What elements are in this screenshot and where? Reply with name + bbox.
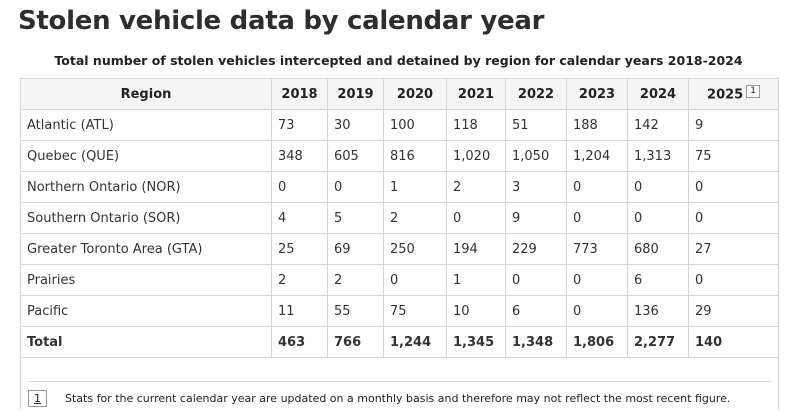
table-row (21, 110, 779, 141)
value-cell: 10 (447, 296, 506, 327)
region-cell: Greater Toronto Area (GTA) (21, 234, 272, 265)
table-row (21, 234, 779, 265)
value-cell: 194 (447, 234, 506, 265)
value-cell: 0 (567, 203, 628, 234)
region-cell: Quebec (QUE) (21, 141, 272, 172)
value-cell: 0 (447, 203, 506, 234)
value-cell: 2,277 (628, 327, 689, 358)
value-cell: 69 (328, 234, 384, 265)
value-cell: 1,244 (384, 327, 447, 358)
value-cell: 140 (689, 327, 779, 358)
region-cell: Southern Ontario (SOR) (21, 203, 272, 234)
value-cell: 27 (689, 234, 779, 265)
value-cell: 250 (384, 234, 447, 265)
value-cell: 51 (506, 110, 567, 141)
value-cell: 1,345 (447, 327, 506, 358)
footnote-number-link[interactable]: 1 (28, 390, 47, 407)
column-header-year: 2018 (272, 79, 328, 110)
value-cell: 0 (328, 172, 384, 203)
value-cell: 2 (272, 265, 328, 296)
table-row (21, 203, 779, 234)
value-cell: 1,313 (628, 141, 689, 172)
value-cell: 680 (628, 234, 689, 265)
value-cell: 5 (328, 203, 384, 234)
value-cell: 136 (628, 296, 689, 327)
column-header-year: 2024 (628, 79, 689, 110)
value-cell: 816 (384, 141, 447, 172)
value-cell: 0 (628, 172, 689, 203)
value-cell: 3 (506, 172, 567, 203)
value-cell: 100 (384, 110, 447, 141)
value-cell: 0 (567, 296, 628, 327)
footnote-reference-link[interactable]: 1 (746, 85, 760, 98)
value-cell: 0 (689, 203, 779, 234)
value-cell: 9 (506, 203, 567, 234)
region-cell: Prairies (21, 265, 272, 296)
value-cell: 463 (272, 327, 328, 358)
value-cell: 348 (272, 141, 328, 172)
value-cell: 1 (447, 265, 506, 296)
value-cell: 25 (272, 234, 328, 265)
footnote-text: Stats for the current calendar year are updated on a monthly basis and therefore may not reflect the most recent figure. (65, 392, 731, 405)
region-cell: Northern Ontario (NOR) (21, 172, 272, 203)
table-row (21, 172, 779, 203)
value-cell: 1,050 (506, 141, 567, 172)
value-cell: 1,204 (567, 141, 628, 172)
stolen-vehicle-table (20, 78, 779, 358)
value-cell: 29 (689, 296, 779, 327)
value-cell: 75 (384, 296, 447, 327)
value-cell: 6 (506, 296, 567, 327)
table-row (21, 265, 779, 296)
value-cell: 0 (628, 203, 689, 234)
value-cell: 2 (328, 265, 384, 296)
value-cell: 1,020 (447, 141, 506, 172)
column-header-year: 2021 (447, 79, 506, 110)
value-cell: 73 (272, 110, 328, 141)
value-cell: 11 (272, 296, 328, 327)
value-cell: 6 (628, 265, 689, 296)
value-cell: 0 (567, 265, 628, 296)
value-cell: 142 (628, 110, 689, 141)
column-header-year: 2023 (567, 79, 628, 110)
value-cell: 605 (328, 141, 384, 172)
column-header-year-2025 (689, 79, 779, 110)
value-cell: 229 (506, 234, 567, 265)
value-cell: 0 (384, 265, 447, 296)
table-header-row (21, 79, 779, 110)
column-header-region: Region (21, 79, 272, 110)
table-row (21, 296, 779, 327)
value-cell: 30 (328, 110, 384, 141)
table-body (21, 110, 779, 358)
value-cell: 0 (272, 172, 328, 203)
table-row (21, 141, 779, 172)
value-cell: 1,806 (567, 327, 628, 358)
value-cell: 773 (567, 234, 628, 265)
value-cell: 1,348 (506, 327, 567, 358)
value-cell: 188 (567, 110, 628, 141)
footnote-divider (28, 381, 771, 382)
region-cell: Total (21, 327, 272, 358)
value-cell: 75 (689, 141, 779, 172)
value-cell: 118 (447, 110, 506, 141)
footnote (28, 390, 730, 407)
column-header-year: 2022 (506, 79, 567, 110)
region-cell: Pacific (21, 296, 272, 327)
column-header-year: 2020 (384, 79, 447, 110)
value-cell: 766 (328, 327, 384, 358)
column-header-year: 2019 (328, 79, 384, 110)
table-caption: Total number of stolen vehicles intercepted and detained by region for calendar years 2018-2024 (54, 53, 743, 68)
column-header-year-label: 2025 (707, 87, 744, 103)
value-cell: 2 (447, 172, 506, 203)
value-cell: 0 (689, 265, 779, 296)
value-cell: 0 (689, 172, 779, 203)
value-cell: 4 (272, 203, 328, 234)
value-cell: 0 (567, 172, 628, 203)
value-cell: 0 (506, 265, 567, 296)
page-title: Stolen vehicle data by calendar year (18, 6, 545, 36)
value-cell: 2 (384, 203, 447, 234)
value-cell: 55 (328, 296, 384, 327)
value-cell: 1 (384, 172, 447, 203)
region-cell: Atlantic (ATL) (21, 110, 272, 141)
value-cell: 9 (689, 110, 779, 141)
